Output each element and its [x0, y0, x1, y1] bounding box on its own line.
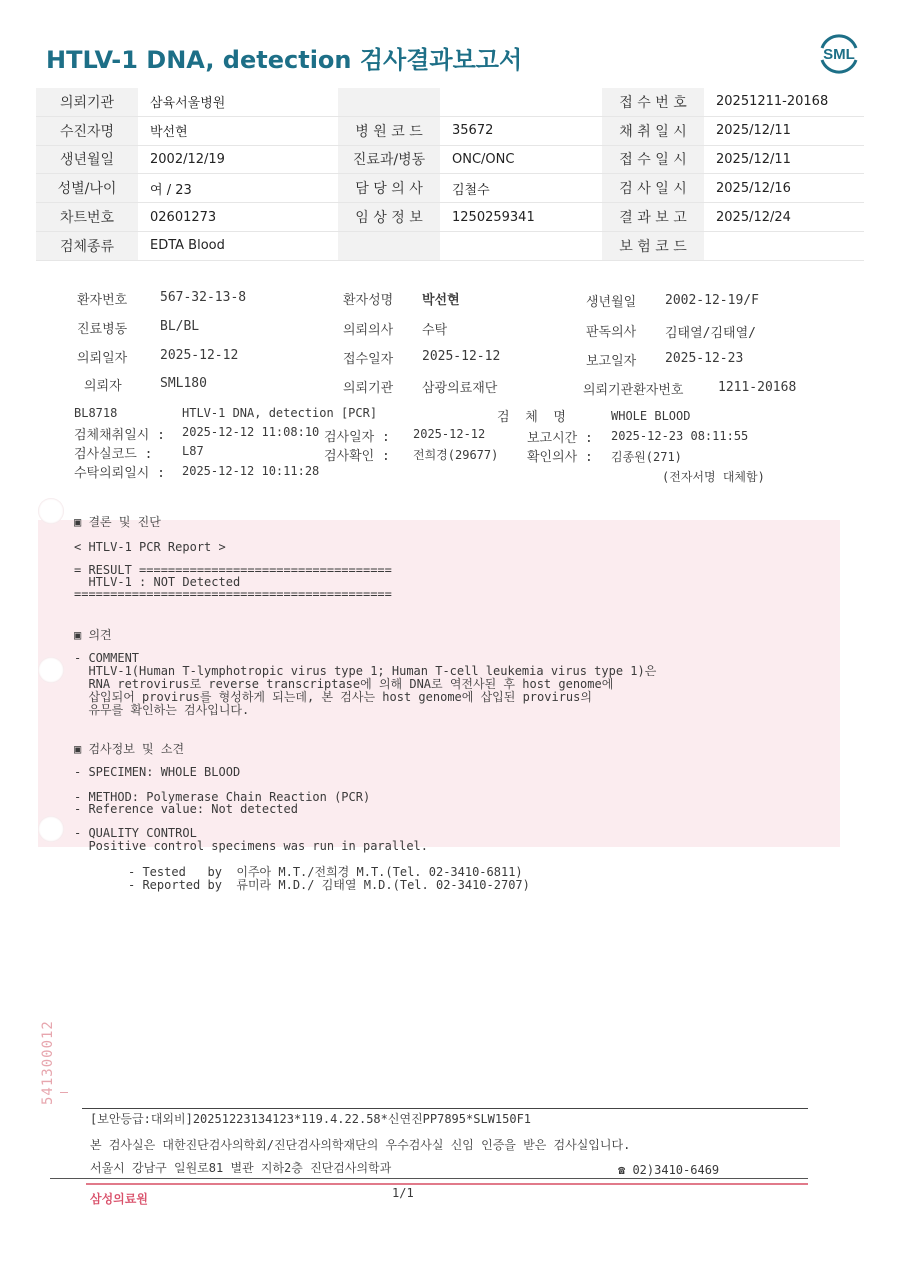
specimen: WHOLE BLOOD — [611, 409, 691, 423]
info-label: 담 당 의 사 — [338, 174, 440, 203]
confirm: 전희경(29677) — [413, 448, 499, 462]
qc-detail: Positive control specimens was run in parallel. — [74, 839, 429, 853]
info-row — [36, 116, 864, 145]
consign-label: 수탁의뢰일시 : — [74, 466, 166, 481]
patient-info-table — [36, 88, 864, 261]
side-tick — [60, 1092, 68, 1093]
info-row — [36, 203, 864, 232]
info-row — [36, 88, 864, 116]
info-value — [440, 88, 602, 116]
side-serial-number: 541300012 — [40, 1020, 56, 1105]
requester-label: 의뢰자 — [84, 379, 122, 394]
info-value: 박선현 — [138, 116, 338, 145]
footer-divider — [50, 1178, 808, 1179]
info-label — [338, 231, 440, 260]
info-value: 2025/12/16 — [704, 174, 864, 203]
page-number: 1/1 — [392, 1186, 414, 1200]
info-label: 보 험 코 드 — [602, 231, 704, 260]
info-value: 2025/12/11 — [704, 145, 864, 174]
reported-by: - Reported by 류미라 M.D./ 김태열 M.D.(Tel. 02-3410-2707) — [128, 878, 530, 892]
req-org: 삼광의료재단 — [422, 381, 498, 396]
footer-pink-line — [86, 1183, 808, 1185]
info-label: 수진자명 — [36, 116, 138, 145]
section-conclusion: ▣ 결론 및 진단 — [74, 515, 161, 529]
req-date: 2025-12-12 — [160, 348, 239, 363]
patient-name: 박선현 — [422, 293, 460, 308]
certification-note: 본 검사실은 대한진단검사의학회/진단검사의학재단의 우수검사실 신임 인증을 받은 검사실입니다. — [90, 1138, 631, 1152]
test-code: BL8718 — [74, 406, 118, 420]
security-line: [보안등급:대외비]20251223134123*119.4.22.58*신연진PP7895*SLW150F1 — [90, 1112, 532, 1126]
info-label: 성별/나이 — [36, 174, 138, 203]
section-opinion: ▣ 의견 — [74, 628, 112, 642]
info-value: 20251211-20168 — [704, 88, 864, 116]
comment-0: - COMMENT — [74, 651, 140, 665]
ward-label: 진료병동 — [77, 322, 128, 337]
info-value: 35672 — [440, 116, 602, 145]
lab-phone: ☎ 02)3410-6469 — [618, 1163, 720, 1177]
info-row — [36, 145, 864, 174]
info-row — [36, 231, 864, 260]
comment-1: HTLV-1(Human T-lymphotropic virus type 1; Human T-cell leukemia virus type 1)은 — [74, 664, 657, 678]
footer-divider-top — [82, 1108, 808, 1109]
info-label: 병 원 코 드 — [338, 116, 440, 145]
req-doctor-label: 의뢰의사 — [343, 323, 394, 338]
reader: 김태열/김태열/ — [665, 326, 757, 341]
section-info: ▣ 검사정보 및 소견 — [74, 742, 185, 756]
info-value — [440, 231, 602, 260]
report-date: 2025-12-23 — [665, 351, 744, 366]
info-label: 차트번호 — [36, 203, 138, 232]
confirm-doc: 김종원(271) — [611, 450, 682, 464]
comment-4: 유무를 확인하는 검사입니다. — [74, 703, 250, 717]
info-value: 2002/12/19 — [138, 145, 338, 174]
report-title: < HTLV-1 PCR Report > — [74, 540, 226, 554]
info-value: ONC/ONC — [440, 145, 602, 174]
recv-date-label: 접수일자 — [343, 352, 394, 367]
binder-hole — [38, 657, 64, 683]
info-value: 삼육서울병원 — [138, 88, 338, 116]
info-label: 검체종류 — [36, 231, 138, 260]
specimen-label: 검 체 명 — [497, 410, 566, 425]
info-value: 김철수 — [440, 174, 602, 203]
ward: BL/BL — [160, 319, 200, 334]
info-row — [36, 174, 864, 203]
info-value: 02601273 — [138, 203, 338, 232]
result-line-1: = RESULT =================================== — [74, 563, 392, 577]
report-time-label: 보고시간 : — [527, 431, 593, 446]
hospital-name: 삼성의료원 — [90, 1192, 148, 1206]
patient-name-label: 환자성명 — [343, 293, 394, 308]
reader-label: 판독의사 — [586, 325, 637, 340]
comment-3: 삽입되어 provirus를 형성하게 되는데, 본 검사는 host genome에 삽입된 provirus의 — [74, 690, 592, 704]
room: L87 — [182, 444, 204, 458]
collect: 2025-12-12 11:08:10 — [182, 425, 320, 439]
binder-hole — [38, 498, 64, 524]
info-value: 여 / 23 — [138, 174, 338, 203]
req-org-label: 의뢰기관 — [343, 381, 394, 396]
info-label: 생년월일 — [36, 145, 138, 174]
info-label: 임 상 정 보 — [338, 203, 440, 232]
binder-hole — [38, 816, 64, 842]
method-line: - METHOD: Polymerase Chain Reaction (PCR) — [74, 790, 371, 804]
confirm-doc-label: 확인의사 : — [527, 450, 593, 465]
recv-date: 2025-12-12 — [422, 349, 501, 364]
info-label: 진료과/병동 — [338, 145, 440, 174]
info-value — [704, 231, 864, 260]
info-value: 2025/12/11 — [704, 116, 864, 145]
info-label — [338, 88, 440, 116]
sml-logo — [816, 30, 862, 76]
req-date-label: 의뢰일자 — [77, 351, 128, 366]
collect-label: 검체채취일시 : — [74, 428, 166, 443]
tested-by: - Tested by 이주아 M.T./전희경 M.T.(Tel. 02-3410-6811) — [128, 865, 523, 879]
info-label: 의뢰기관 — [36, 88, 138, 116]
test-name: HTLV-1 DNA, detection [PCR] — [182, 406, 378, 420]
comment-2: RNA retrovirus로 reverse transcriptase에 의해 DNA로 역전사된 후 host genome에 — [74, 677, 614, 691]
lab-address: 서울시 강남구 일원로81 별관 지하2층 진단검사의학과 — [90, 1161, 392, 1175]
req-org-pt-label: 의뢰기관환자번호 — [583, 383, 684, 398]
result-line-2: HTLV-1 : NOT Detected — [74, 575, 241, 589]
patient-no: 567-32-13-8 — [160, 290, 247, 305]
test-date-label: 검사일자 : — [324, 430, 390, 445]
requester: SML180 — [160, 376, 207, 391]
req-org-pt: 1211-20168 — [718, 380, 797, 395]
room-label: 검사실코드 : — [74, 447, 153, 462]
report-time: 2025-12-23 08:11:55 — [611, 429, 749, 443]
result-line-3: ============================================ — [74, 587, 392, 601]
test-date: 2025-12-12 — [413, 427, 486, 441]
consign: 2025-12-12 10:11:28 — [182, 464, 320, 478]
info-label: 접 수 일 시 — [602, 145, 704, 174]
info-value: 1250259341 — [440, 203, 602, 232]
reference-line: - Reference value: Not detected — [74, 802, 298, 816]
info-label: 검 사 일 시 — [602, 174, 704, 203]
info-label: 접 수 번 호 — [602, 88, 704, 116]
info-label: 채 취 일 시 — [602, 116, 704, 145]
report-date-label: 보고일자 — [586, 354, 637, 369]
dob-label: 생년월일 — [586, 295, 637, 310]
page-title: HTLV-1 DNA, detection 검사결과보고서 — [46, 46, 523, 74]
dob: 2002-12-19/F — [665, 293, 759, 308]
patient-no-label: 환자번호 — [77, 293, 128, 308]
qc-line: - QUALITY CONTROL — [74, 826, 197, 840]
specimen-line: - SPECIMEN: WHOLE BLOOD — [74, 765, 241, 779]
info-label: 결 과 보 고 — [602, 203, 704, 232]
req-doctor: 수탁 — [422, 323, 448, 338]
logo-text: SML — [823, 46, 855, 63]
esign-note: (전자서명 대체함) — [662, 470, 765, 484]
confirm-label: 검사확인 : — [324, 449, 390, 464]
info-value: 2025/12/24 — [704, 203, 864, 232]
info-value: EDTA Blood — [138, 231, 338, 260]
